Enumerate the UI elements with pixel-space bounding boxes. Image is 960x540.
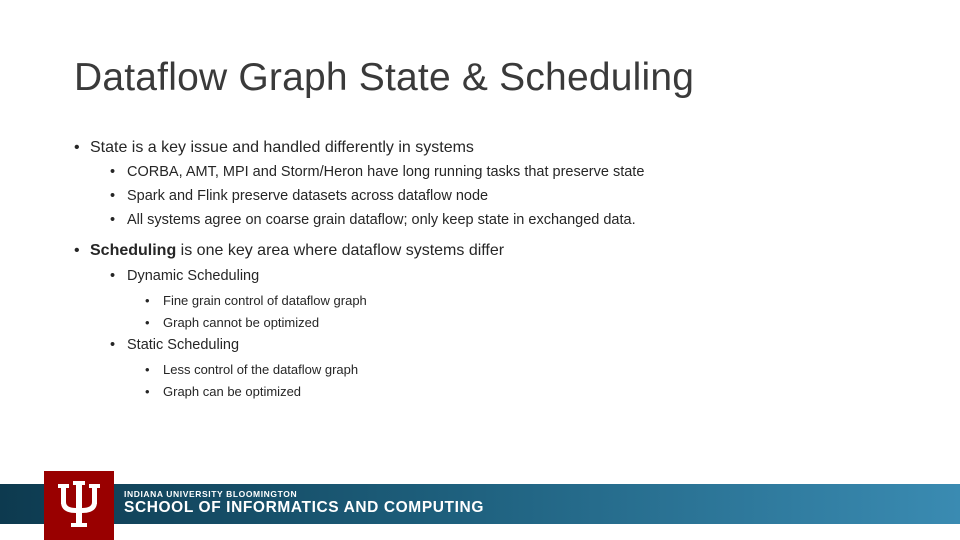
footer-school: SCHOOL OF INFORMATICS AND COMPUTING [124, 499, 484, 516]
state-keyword: State [90, 139, 128, 156]
static-scheduling-label: Static Scheduling [127, 337, 240, 353]
state-text: is a key issue and handled differently in systems [127, 139, 474, 156]
list-item [110, 188, 488, 204]
bullet-dot: • [145, 362, 150, 377]
dynamic-scheduling-item [110, 268, 259, 284]
slide-title: Dataflow Graph State & Scheduling [74, 56, 695, 99]
list-item [110, 212, 636, 228]
bullet-dot: • [110, 268, 116, 284]
list-item-text: Less control of the dataflow graph [163, 362, 359, 377]
list-item-text: Fine grain control of dataflow graph [163, 293, 367, 308]
list-item [110, 164, 644, 180]
bullet-dot: • [74, 139, 80, 156]
list-item-text: Spark and Flink preserve datasets across dataflow node [127, 188, 489, 204]
list-item-text: CORBA, AMT, MPI and Storm/Heron have long running tasks that preserve state [127, 164, 645, 180]
footer-bottom-strip [0, 524, 960, 540]
bullet-dot: • [110, 212, 116, 228]
footer-university: INDIANA UNIVERSITY BLOOMINGTON [124, 489, 298, 499]
bullet-dot: • [145, 315, 150, 330]
scheduling-keyword: Scheduling [90, 242, 177, 259]
bullet-dot: • [145, 293, 150, 308]
bullet-state [74, 139, 474, 157]
iu-logo [44, 471, 114, 540]
dynamic-scheduling-label: Dynamic Scheduling [127, 268, 260, 284]
list-item [145, 293, 367, 308]
bullet-dot: • [110, 164, 116, 180]
bullet-dot: • [145, 384, 150, 399]
bullet-scheduling [74, 242, 504, 260]
bullet-dot: • [110, 188, 116, 204]
list-item-text: Graph cannot be optimized [163, 315, 320, 330]
list-item [145, 384, 301, 399]
bullet-dot: • [110, 337, 116, 353]
list-item-text: Graph can be optimized [163, 384, 302, 399]
list-item [145, 315, 319, 330]
iu-trident-icon [44, 471, 114, 540]
scheduling-text: is one key area where dataflow systems differ [176, 242, 505, 259]
static-scheduling-item [110, 337, 239, 353]
list-item [145, 362, 358, 377]
list-item-text: All systems agree on coarse grain dataflow; only keep state in exchanged data. [127, 212, 636, 228]
bullet-dot: • [74, 242, 80, 259]
